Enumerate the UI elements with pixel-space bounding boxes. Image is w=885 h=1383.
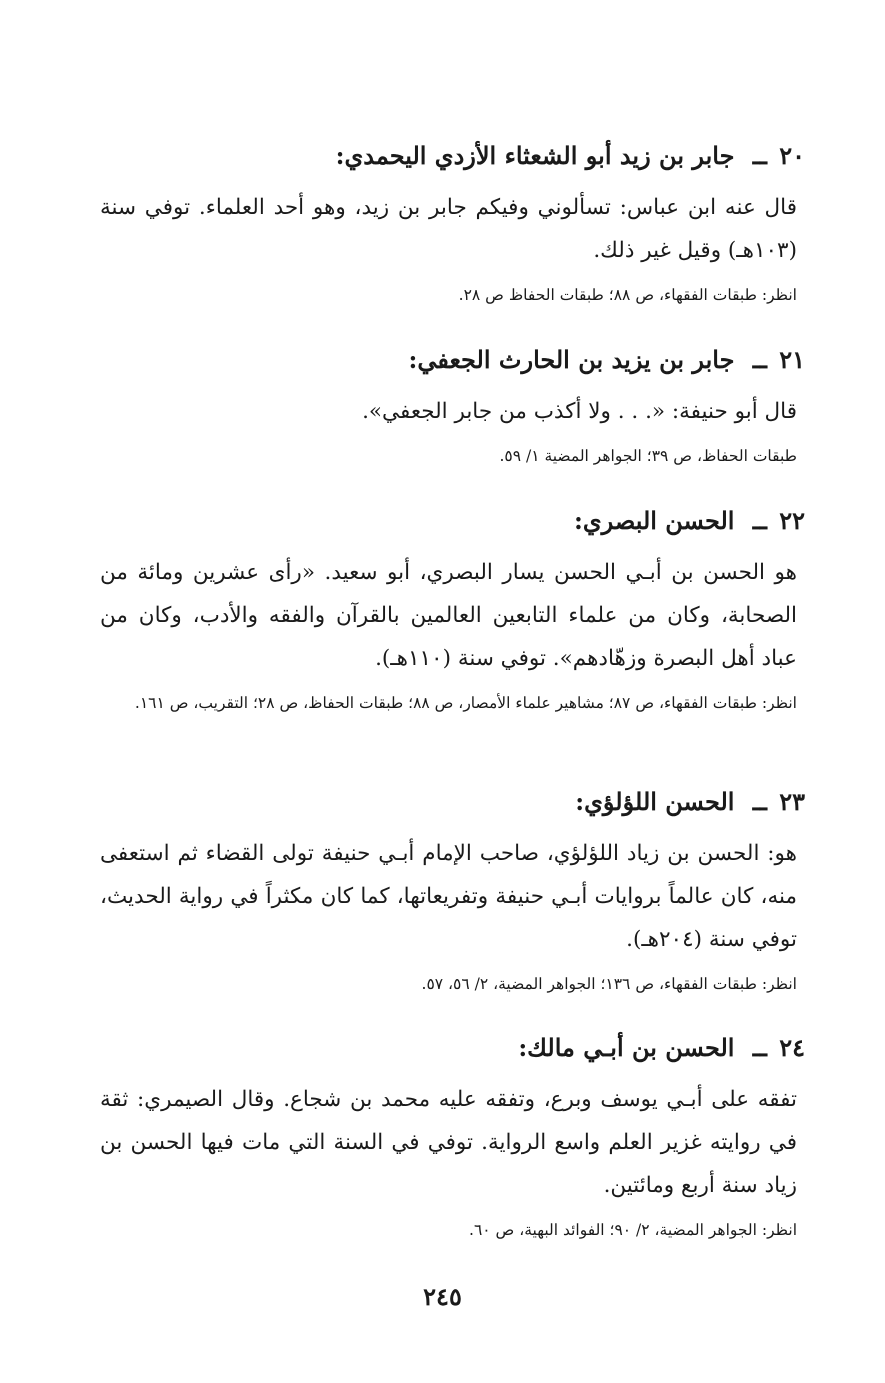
entry-body: هو الحسن بن أبـي الحسن يسار البصري، أبو سعيد. «رأى عشرين ومائة من الصحابة، وكان من علماء التابعين العالمين بالقرآن والفقه والأدب، وكان من عباد أهل البصرة وزهّادهم». توفي سنة (١١٠هـ).: [100, 560, 797, 671]
entry-21: [100, 344, 805, 473]
entry-body: تفقه على أبـي يوسف وبرع، وتفقه عليه محمد بن شجاع. وقال الصيمري: ثقة في روايته غزير العلم واسع الرواية. توفي في السنة التي مات فيها الحسن بن زياد سنة أربع ومائتين.: [100, 1087, 797, 1198]
entry-body: قال أبو حنيفة: «. . . ولا أكذب من جابر الجعفي».: [362, 399, 797, 424]
entry-title: الحسن اللؤلؤي:: [575, 787, 735, 816]
entry-body: هو: الحسن بن زياد اللؤلؤي، صاحب الإمام أبـي حنيفة تولى القضاء ثم استعفى منه، كان عالماً بروايات أبـي حنيفة وتفريعاتها، كما كان مكثراً في رواية الحديث، توفي سنة (٢٠٤هـ).: [100, 841, 797, 952]
entry-body: قال عنه ابن عباس: تسألوني وفيكم جابر بن زيد، وهو أحد العلماء. توفي سنة (١٠٣هـ) وقيل غير ذلك.: [100, 195, 797, 263]
entry-heading: [100, 786, 805, 818]
entry-title: جابر بن زيد أبو الشعثاء الأزدي اليحمدي:: [335, 141, 735, 170]
entry-reference: انظر: الجواهر المضية، ٢/ ٩٠؛ الفوائد البهية، ص ٦٠.: [469, 1221, 797, 1239]
entry-23: [100, 786, 805, 1001]
entry-number: ٢١: [779, 345, 805, 374]
entry-20: [100, 140, 805, 312]
entry-heading: [100, 140, 805, 172]
entry-22: [100, 505, 805, 720]
entry-number: ٢٠: [779, 141, 805, 170]
entry-number: ٢٢: [779, 506, 805, 535]
entry-number: ٢٤: [779, 1033, 805, 1062]
entry-reference: انظر: طبقات الفقهاء، ص ٨٧؛ مشاهير علماء الأمصار، ص ٨٨؛ طبقات الحفاظ، ص ٢٨؛ التقريب، ص ١٦١.: [134, 694, 797, 712]
entry-heading: [100, 505, 805, 537]
page-number: ٢٤٥: [423, 1282, 462, 1311]
entry-reference: انظر: طبقات الفقهاء، ص ١٣٦؛ الجواهر المضية، ٢/ ٥٦، ٥٧.: [421, 975, 797, 993]
entry-reference: انظر: طبقات الفقهاء، ص ٨٨؛ طبقات الحفاظ ص ٢٨.: [458, 286, 797, 304]
entry-title: جابر بن يزيد بن الحارث الجعفي:: [408, 345, 735, 374]
entry-dash: ــ: [752, 345, 767, 374]
entry-title: الحسن بن أبـي مالك:: [518, 1033, 735, 1062]
entry-24: [100, 1032, 805, 1247]
entry-heading: [100, 1032, 805, 1064]
entry-dash: ــ: [752, 506, 767, 535]
entry-dash: ــ: [752, 1033, 767, 1062]
entry-title: الحسن البصري:: [574, 506, 735, 535]
entry-dash: ــ: [752, 787, 767, 816]
entry-reference: طبقات الحفاظ، ص ٣٩؛ الجواهر المضية ١/ ٥٩.: [499, 447, 797, 465]
entry-dash: ــ: [752, 141, 767, 170]
entry-heading: [100, 344, 805, 376]
entry-number: ٢٣: [779, 787, 805, 816]
